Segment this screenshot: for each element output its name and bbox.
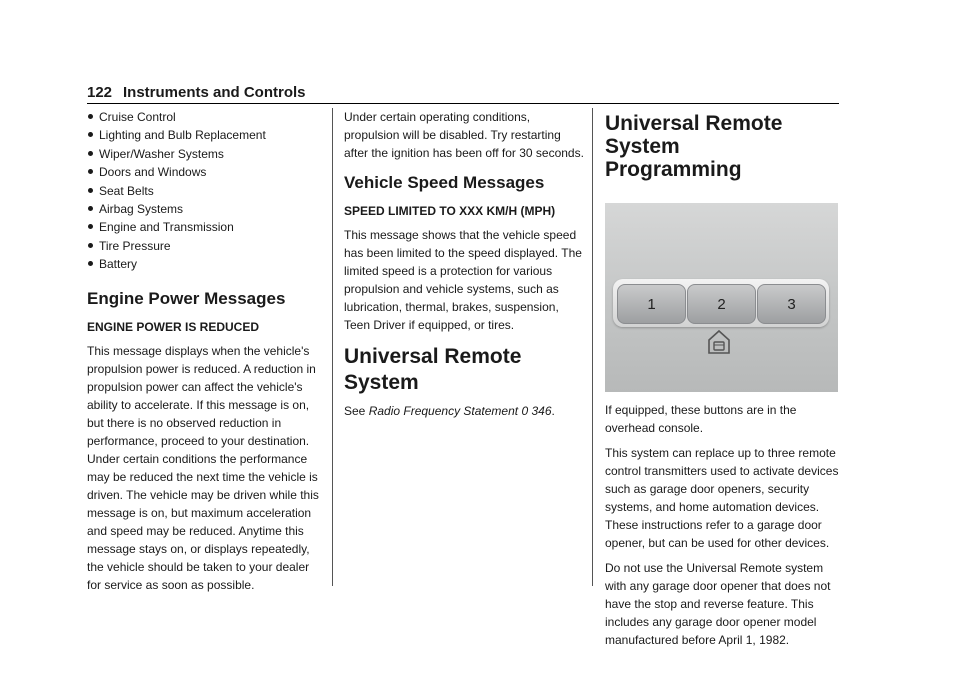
list-item: Lighting and Bulb Replacement bbox=[87, 126, 325, 144]
page-header bbox=[87, 84, 839, 104]
column-divider bbox=[332, 108, 333, 586]
warning-text: Do not use the Universal Remote system with any garage door opener that does not have the stop and reverse feature. This includes any garage door opener model manufactured before April 1, 1982. bbox=[605, 561, 831, 647]
column-1 bbox=[87, 108, 325, 594]
remote-button-1: 1 bbox=[617, 284, 686, 324]
vehicle-speed-heading: Vehicle Speed Messages bbox=[344, 173, 545, 192]
speed-limited-text: This message shows that the vehicle speed has been limited to the speed displayed. The limited speed is a protection for various propulsion and vehicle systems, such as lubrication, thermal, brakes, suspension, Teen Driver if equipped, or tires. bbox=[344, 228, 582, 332]
see-prefix: See bbox=[344, 404, 369, 418]
column-divider bbox=[592, 108, 593, 586]
list-item: Seat Belts bbox=[87, 182, 325, 200]
see-suffix: . bbox=[551, 404, 555, 418]
remote-button-3: 3 bbox=[757, 284, 826, 324]
remote-button-2: 2 bbox=[687, 284, 756, 324]
overhead-console-photo bbox=[605, 203, 838, 392]
equipped-text: If equipped, these buttons are in the overhead console. bbox=[605, 403, 797, 435]
list-item: Airbag Systems bbox=[87, 200, 325, 218]
section-title: Instruments and Controls bbox=[123, 84, 306, 101]
page-ref-icon: 0 bbox=[521, 404, 529, 418]
column-2 bbox=[344, 108, 584, 420]
page-number: 122 bbox=[87, 84, 113, 101]
list-item: Doors and Windows bbox=[87, 163, 325, 181]
list-item: Tire Pressure bbox=[87, 237, 325, 255]
propulsion-intro-text: Under certain operating conditions, propulsion will be disabled. Try restarting after the ignition has been off for 30 seconds. bbox=[344, 110, 584, 160]
column-3 bbox=[605, 108, 840, 649]
header-rule bbox=[87, 103, 839, 104]
see-reference bbox=[344, 402, 584, 420]
programming-heading: Universal Remote System Programming bbox=[605, 112, 783, 181]
radio-frequency-link[interactable]: Radio Frequency Statement bbox=[368, 404, 519, 418]
list-item: Wiper/Washer Systems bbox=[87, 145, 325, 163]
list-item: Battery bbox=[87, 255, 325, 273]
list-item: Cruise Control bbox=[87, 108, 325, 126]
speed-limited-subheading: SPEED LIMITED TO XXX KM/H (MPH) bbox=[344, 204, 556, 218]
topic-list bbox=[87, 108, 325, 274]
list-item: Engine and Transmission bbox=[87, 218, 325, 236]
engine-power-text: This message displays when the vehicle's propulsion power is reduced. A reduction in propulsion power can affect the vehicle's ability to accelerate. If this message is on, but there is no observed reduction in performance, proceed to your destination. Under certain conditions the performance may be reduced the next time the vehicle is driven. The vehicle may be driven while this message is on, but maximum acceleration and speed may be reduced. Anytime this message stays on, or displays repeatedly, the vehicle should be taken to your dealer for service as soon as possible. bbox=[87, 343, 319, 592]
universal-remote-heading: Universal Remote System bbox=[344, 345, 522, 394]
engine-power-heading: Engine Power Messages bbox=[87, 288, 286, 308]
page-ref-number[interactable]: 346 bbox=[531, 404, 552, 418]
garage-door-icon bbox=[706, 327, 732, 357]
engine-power-subheading: ENGINE POWER IS REDUCED bbox=[87, 319, 260, 334]
system-description-text: This system can replace up to three remote control transmitters used to activate devices such as garage door openers, security systems, and home automation devices. These instructions refer to a garage door opener, but can be used for other devices. bbox=[605, 446, 839, 550]
